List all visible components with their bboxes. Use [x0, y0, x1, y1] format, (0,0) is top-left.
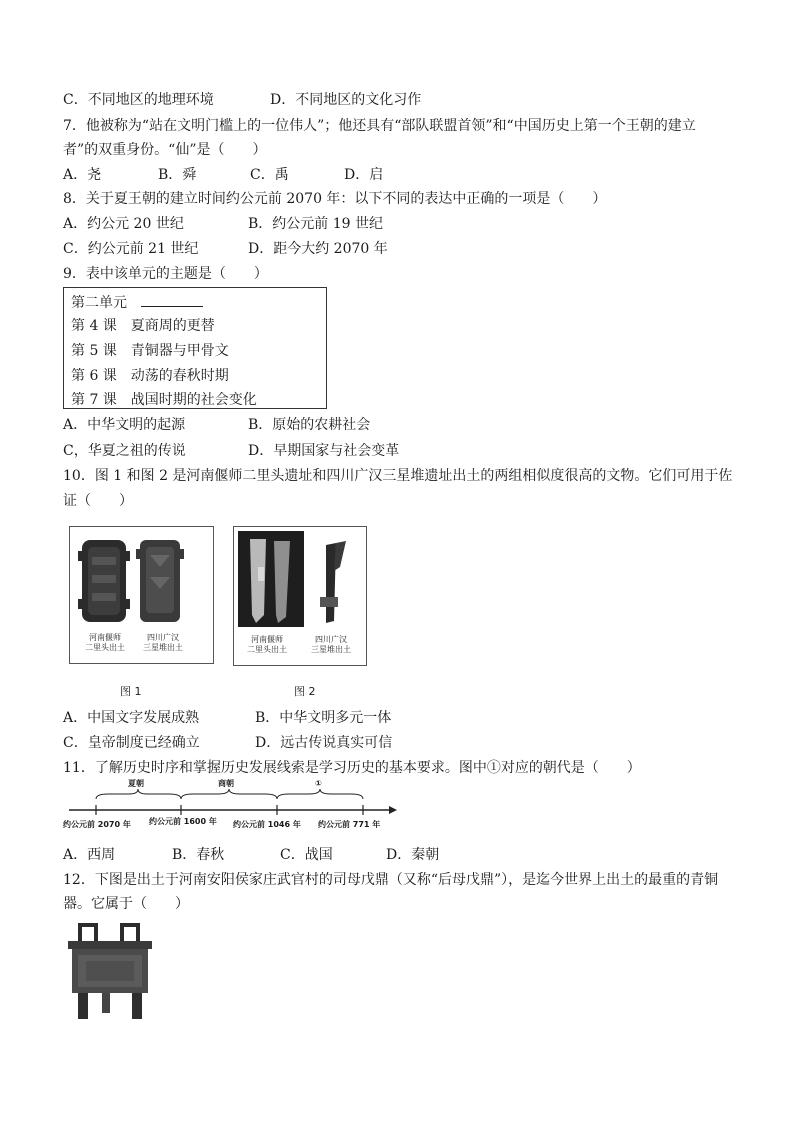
q10-stem-line2: 证（ ）: [63, 493, 133, 509]
q10-option-b: B．中华文明多元一体: [255, 710, 392, 726]
lesson-row: 第 7 课 战国时期的社会变化: [71, 392, 257, 408]
figure-2-label: 图 2: [294, 685, 316, 698]
unit-title: 第二单元: [71, 295, 127, 311]
timeline-date: 约公元前 771 年: [318, 820, 381, 829]
timeline-date: 约公元前 1600 年: [149, 817, 217, 826]
q8-option-a: A．约公元 20 世纪: [63, 216, 184, 232]
q7-option-a: A．尧: [63, 167, 102, 183]
figure-2-right-caption: 四川广汉 三星堆出土: [311, 635, 351, 654]
q9-option-a: A．中华文明的起源: [63, 417, 186, 433]
q10-option-a: A．中国文字发展成熟: [63, 710, 200, 726]
figure-2-left-caption: 河南偃师 二里头出土: [247, 635, 287, 654]
figure-1-left-caption: 河南偃师 二里头出土: [85, 633, 125, 652]
q9-option-c: C，华夏之祖的传说: [63, 443, 186, 459]
figure-1-right-caption: 四川广汉 三星堆出土: [143, 633, 183, 652]
q8-option-b: B．约公元前 19 世纪: [248, 216, 384, 232]
q11-option-c: C．战国: [280, 847, 333, 863]
timeline-period-xia: 夏朝: [128, 779, 144, 788]
q10-option-c: C．皇帝制度已经确立: [63, 735, 200, 751]
timeline-period-shang: 商朝: [218, 779, 234, 788]
q11-option-a: A．西周: [63, 847, 116, 863]
timeline-period-unknown: ①: [315, 779, 322, 788]
timeline-date: 约公元前 1046 年: [233, 820, 301, 829]
q12-stem-line2: 器。它属于（ ）: [63, 896, 189, 912]
q6-option-d: D．不同地区的文化习作: [270, 92, 422, 108]
dynasty-timeline: [63, 779, 398, 835]
q11-stem: 11．了解历史时序和掌握历史发展线索是学习历史的基本要求。图中①对应的朝代是（ ）: [63, 760, 641, 776]
q9-option-d: D．早期国家与社会变革: [248, 443, 400, 459]
q11-option-d: D．秦朝: [386, 847, 440, 863]
unit-title-row: [71, 293, 203, 312]
q9-stem: 9．表中该单元的主题是（ ）: [63, 266, 268, 282]
q11-option-b: B．春秋: [172, 847, 225, 863]
q8-option-c: C．约公元前 21 世纪: [63, 241, 199, 257]
answer-blank: [141, 293, 203, 307]
q7-stem-line2: 者”的双重身份。“仙”是（ ）: [63, 142, 267, 158]
q7-option-b: B．舜: [158, 167, 197, 183]
timeline-date: 约公元前 2070 年: [63, 820, 131, 829]
figure-2: [233, 526, 367, 666]
q12-stem-line1: 12．下图是出土于河南安阳侯家庄武官村的司母戊鼎（又称“后母戊鼎”），是迄今世界上出土的最重的青铜: [63, 872, 719, 888]
q7-option-d: D．启: [344, 167, 384, 183]
q6-option-c: C．不同地区的地理环境: [63, 92, 214, 108]
q10-option-d: D．远古传说真实可信: [255, 735, 393, 751]
lesson-row: 第 5 课 青铜器与甲骨文: [71, 343, 229, 359]
q7-option-c: C．禹: [250, 167, 289, 183]
lesson-row: 第 4 课 夏商周的更替: [71, 318, 215, 334]
figure-1: [69, 526, 214, 664]
ding-vessel-image: [66, 921, 156, 1021]
q9-option-b: B．原始的农耕社会: [248, 417, 371, 433]
q8-option-d: D．距今大约 2070 年: [248, 241, 388, 257]
q10-stem-line1: 10．图 1 和图 2 是河南偃师二里头遗址和四川广汉三星堆遗址出土的两组相似度很高的文物。它们可用于佐: [63, 468, 733, 484]
q8-stem: 8．关于夏王朝的建立时间约公元前 2070 年：以下不同的表达中正确的一项是（ ）: [63, 191, 607, 207]
q7-stem-line1: 7．他被称为“站在文明门槛上的一位伟人”；他还具有“部队联盟首领”和“中国历史上第一个王朝的建立: [63, 118, 696, 134]
figure-1-label: 图 1: [120, 685, 142, 698]
unit-table: [63, 287, 327, 409]
lesson-row: 第 6 课 动荡的春秋时期: [71, 368, 229, 384]
